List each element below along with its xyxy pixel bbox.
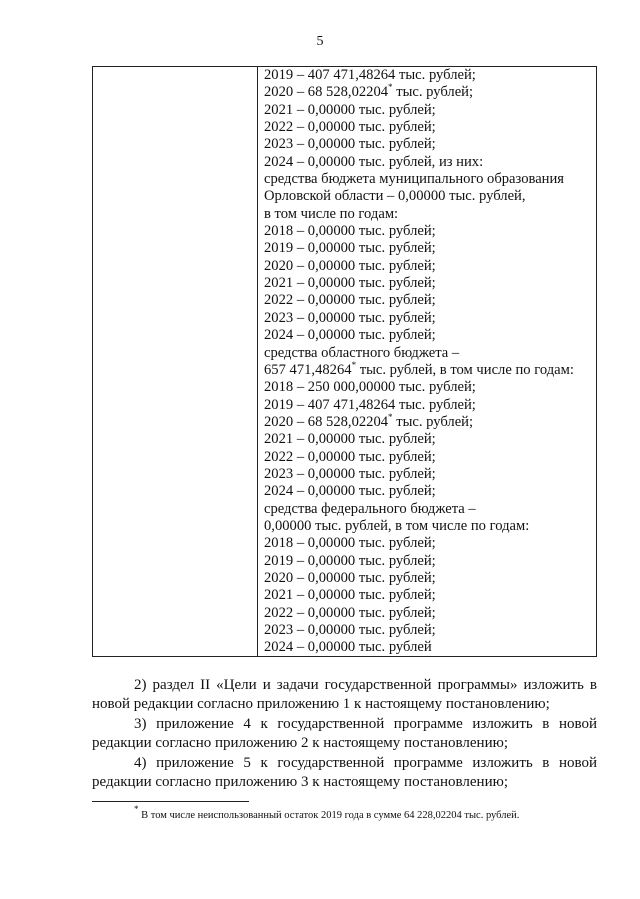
funding-line xyxy=(264,449,592,466)
funding-line-text: 2019 – 0,00000 тыс. рублей; xyxy=(264,552,436,569)
funding-cell xyxy=(264,67,592,657)
funding-line-text: 2023 – 0,00000 тыс. рублей; xyxy=(264,136,436,153)
funding-line-text: 2024 – 0,00000 тыс. рублей, из них: xyxy=(264,153,484,170)
funding-line xyxy=(264,171,592,188)
funding-line-text: 2021 – 0,00000 тыс. рублей; xyxy=(264,431,436,448)
funding-line-text: 2022 – 0,00000 тыс. рублей; xyxy=(264,119,436,136)
funding-line-unit: тыс. рублей, в том числе по годам: xyxy=(356,361,574,378)
funding-line xyxy=(264,359,592,379)
funding-line xyxy=(264,136,592,153)
funding-line-text: 2020 – 0,00000 тыс. рублей; xyxy=(264,569,436,586)
funding-line xyxy=(264,639,592,656)
funding-line xyxy=(264,587,592,604)
funding-line-text: Орловской области – 0,00000 тыс. рублей, xyxy=(264,188,526,205)
funding-line xyxy=(264,431,592,448)
funding-line-unit: тыс. рублей; xyxy=(392,413,474,430)
funding-line-text: 2019 – 407 471,48264 тыс. рублей; xyxy=(264,396,476,413)
funding-line xyxy=(264,154,592,171)
funding-line-text: 2019 – 407 471,48264 тыс. рублей; xyxy=(264,67,476,83)
funding-line xyxy=(264,535,592,552)
funding-line-text: 2022 – 0,00000 тыс. рублей; xyxy=(264,604,436,621)
funding-line xyxy=(264,379,592,396)
funding-line-text: 2018 – 0,00000 тыс. рублей; xyxy=(264,535,436,552)
funding-line xyxy=(264,188,592,205)
funding-line-text: в том числе по годам: xyxy=(264,205,399,222)
footnote-reference: * xyxy=(388,82,393,93)
funding-line-text: 2020 – 0,00000 тыс. рублей; xyxy=(264,257,436,274)
funding-line xyxy=(264,622,592,639)
funding-line-text: 2018 – 250 000,00000 тыс. рублей; xyxy=(264,379,476,396)
funding-line xyxy=(264,223,592,240)
funding-line xyxy=(264,206,592,223)
funding-table xyxy=(92,66,597,657)
funding-line xyxy=(264,553,592,570)
footnote-mark: * xyxy=(134,804,139,814)
resolution-points xyxy=(92,676,597,792)
funding-line xyxy=(264,466,592,483)
footnote-reference: * xyxy=(388,411,393,422)
funding-line xyxy=(264,397,592,414)
funding-line-text: 2018 – 0,00000 тыс. рублей; xyxy=(264,223,436,240)
funding-line xyxy=(264,483,592,500)
funding-line-text: средства федерального бюджета – xyxy=(264,500,476,517)
funding-line-text: 2022 – 0,00000 тыс. рублей; xyxy=(264,292,436,309)
funding-line xyxy=(264,570,592,587)
funding-line xyxy=(264,67,592,84)
funding-line xyxy=(264,275,592,292)
footnote-text: В том числе неиспользованный остаток 2019 года в сумме 64 228,02204 тыс. рублей. xyxy=(138,810,520,821)
funding-line xyxy=(264,518,592,535)
funding-line-text: 2020 – 68 528,02204 xyxy=(264,413,389,430)
funding-line xyxy=(264,119,592,136)
resolution-paragraph: 4) приложение 5 к государственной программе изложить в новой редакции согласно приложению 3 к настоящему постановлению; xyxy=(92,754,597,791)
funding-line xyxy=(264,411,592,431)
funding-line-text: средства бюджета муниципального образования xyxy=(264,171,565,188)
funding-line xyxy=(264,102,592,119)
funding-line-text: 2024 – 0,00000 тыс. рублей; xyxy=(264,327,436,344)
table-column-divider xyxy=(257,67,258,656)
funding-line-text: 2023 – 0,00000 тыс. рублей; xyxy=(264,309,436,326)
funding-line-unit: тыс. рублей; xyxy=(392,84,474,101)
resolution-paragraph: 3) приложение 4 к государственной программе изложить в новой редакции согласно приложению 2 к настоящему постановлению; xyxy=(92,715,597,752)
funding-line xyxy=(264,345,592,362)
funding-line-text: 2019 – 0,00000 тыс. рублей; xyxy=(264,240,436,257)
footnote-reference: * xyxy=(351,359,357,370)
funding-line xyxy=(264,310,592,327)
funding-line xyxy=(264,501,592,518)
footnote-separator xyxy=(92,801,249,802)
funding-line-text: средства областного бюджета – xyxy=(264,344,460,361)
footnote xyxy=(134,804,520,822)
funding-line-text: 2022 – 0,00000 тыс. рублей; xyxy=(264,448,436,465)
funding-line xyxy=(264,327,592,344)
funding-line-text: 2021 – 0,00000 тыс. рублей; xyxy=(264,275,436,292)
funding-line xyxy=(264,605,592,622)
funding-line xyxy=(264,240,592,257)
funding-line-text: 2021 – 0,00000 тыс. рублей; xyxy=(264,587,436,604)
funding-line-text: 2023 – 0,00000 тыс. рублей; xyxy=(264,622,436,638)
funding-line-text: 2023 – 0,00000 тыс. рублей; xyxy=(264,465,436,482)
resolution-paragraph: 2) раздел II «Цели и задачи государственной программы» изложить в новой редакции согласно приложению 1 к настоящему постановлению; xyxy=(92,677,597,713)
funding-line-text: 2024 – 0,00000 тыс. рублей xyxy=(264,639,432,656)
funding-line-text: 2024 – 0,00000 тыс. рублей; xyxy=(264,483,436,500)
funding-line xyxy=(264,84,592,101)
funding-line xyxy=(264,258,592,275)
funding-line-text: 657 471,48264 xyxy=(264,361,352,378)
funding-line xyxy=(264,292,592,309)
funding-line-text: 2020 – 68 528,02204 xyxy=(264,84,389,101)
page-number: 5 xyxy=(316,34,324,49)
funding-line-text: 2021 – 0,00000 тыс. рублей; xyxy=(264,101,436,118)
funding-line-text: 0,00000 тыс. рублей, в том числе по годам: xyxy=(264,517,530,534)
